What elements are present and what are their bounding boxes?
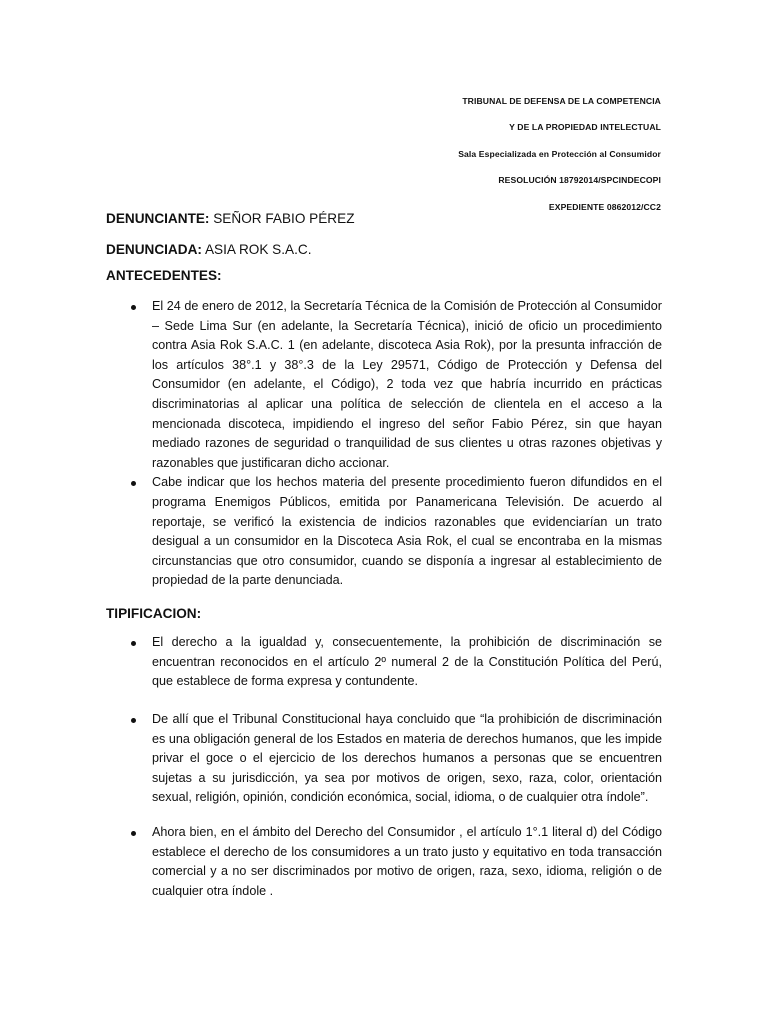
tipificacion-list-2 [106,710,662,808]
list-item [106,297,662,473]
antecedentes-item-2-text: Cabe indicar que los hechos materia del presente procedimiento fueron difundidos en el programa Enemigos Públicos, emitida por Panamericana Televisión. De acuerdo al reportaje, se verificó la existencia de indicios razonables que evidenciarían un trato desigual a un consumidor en la Discoteca Asia Rok, el cual se encontraba en la mismas circunstancias que otro consumidor, cuando se disponía a ingresar al establecimiento de propiedad de la parte denunciada. [152,475,662,588]
denunciante-line [106,211,355,226]
header-expediente-line: EXPEDIENTE 0862012/CC2 [548,201,661,212]
bullet-icon [131,831,136,836]
antecedentes-heading: ANTECEDENTES: [106,268,222,283]
header-resolucion-line: RESOLUCIÓN 18792014/SPCINDECOPI [498,175,661,186]
tipificacion-item-2-text: De allí que el Tribunal Constitucional haya concluido que “la prohibición de discriminación es una obligación general de los Estados en materia de derechos humanos, que les impide privar el goce o el ejercicio de los derechos humanos a personas que se encuentren sujetas a su jurisdicción, ya sea por motivos de origen, sexo, raza, color, orientación sexual, religión, opinión, condición económica, social, idioma, o de cualquier otra índole”. [152,712,662,805]
denunciante-value: SEÑOR FABIO PÉREZ [209,211,355,226]
denunciada-value: ASIA ROK S.A.C. [201,242,312,257]
header-propiedad-line: Y DE LA PROPIEDAD INTELECTUAL [509,122,661,133]
denunciada-line [106,242,311,257]
denunciada-label: DENUNCIADA: [106,242,202,257]
antecedentes-item-1-text: El 24 de enero de 2012, la Secretaría Técnica de la Comisión de Protección al Consumidor – Sede Lima Sur (en adelante, la Secretaría Técnica), inició de oficio un procedimiento contra Asia Rok S.A.C. 1 (en adelante, discoteca Asia Rok), por la presunta infracción de los artículos 38°.1 y 38°.3 de la Ley 29571, Código de Protección y Defensa del Consumidor (en adelante, el Código), 2 toda vez que habría incurrido en prácticas discriminatorias al aplicar una política de selección de clientela en el acceso a la mencionada discoteca, impidiendo el ingreso del señor Fabio Pérez, sin que hayan mediado razones de seguridad o tranquilidad de sus clientes u otras razones objetivas y razonables que justificaran dicho accionar. [152,299,662,470]
list-item [106,823,662,901]
bullet-icon [131,641,136,646]
header-tribunal-line: TRIBUNAL DE DEFENSA DE LA COMPETENCIA [462,96,661,106]
bullet-icon [131,305,136,310]
list-item [106,633,662,692]
tipificacion-list [106,633,662,692]
bullet-icon [131,481,136,486]
denunciante-label: DENUNCIANTE: [106,211,210,226]
document-header [241,88,661,220]
tipificacion-item-3-text: Ahora bien, en el ámbito del Derecho del Consumidor , el artículo 1°.1 literal d) del Código establece el derecho de los consumidores a un trato justo y equitativo en toda transacción comercial y a no ser discriminados por motivo de origen, raza, sexo, idioma, religión o de cualquier otra índole . [152,825,662,898]
header-sala-line: Sala Especializada en Protección al Consumidor [458,148,661,159]
list-item [106,473,662,591]
bullet-icon [131,718,136,723]
list-item [106,710,662,808]
tipificacion-heading: TIPIFICACION: [106,606,202,621]
antecedentes-list [106,297,662,591]
tipificacion-list-3 [106,823,662,901]
tipificacion-item-1-text: El derecho a la igualdad y, consecuentemente, la prohibición de discriminación se encuentran reconocidos en el artículo 2º numeral 2 de la Constitución Política del Perú, que establece de forma expresa y contundente. [152,635,662,689]
